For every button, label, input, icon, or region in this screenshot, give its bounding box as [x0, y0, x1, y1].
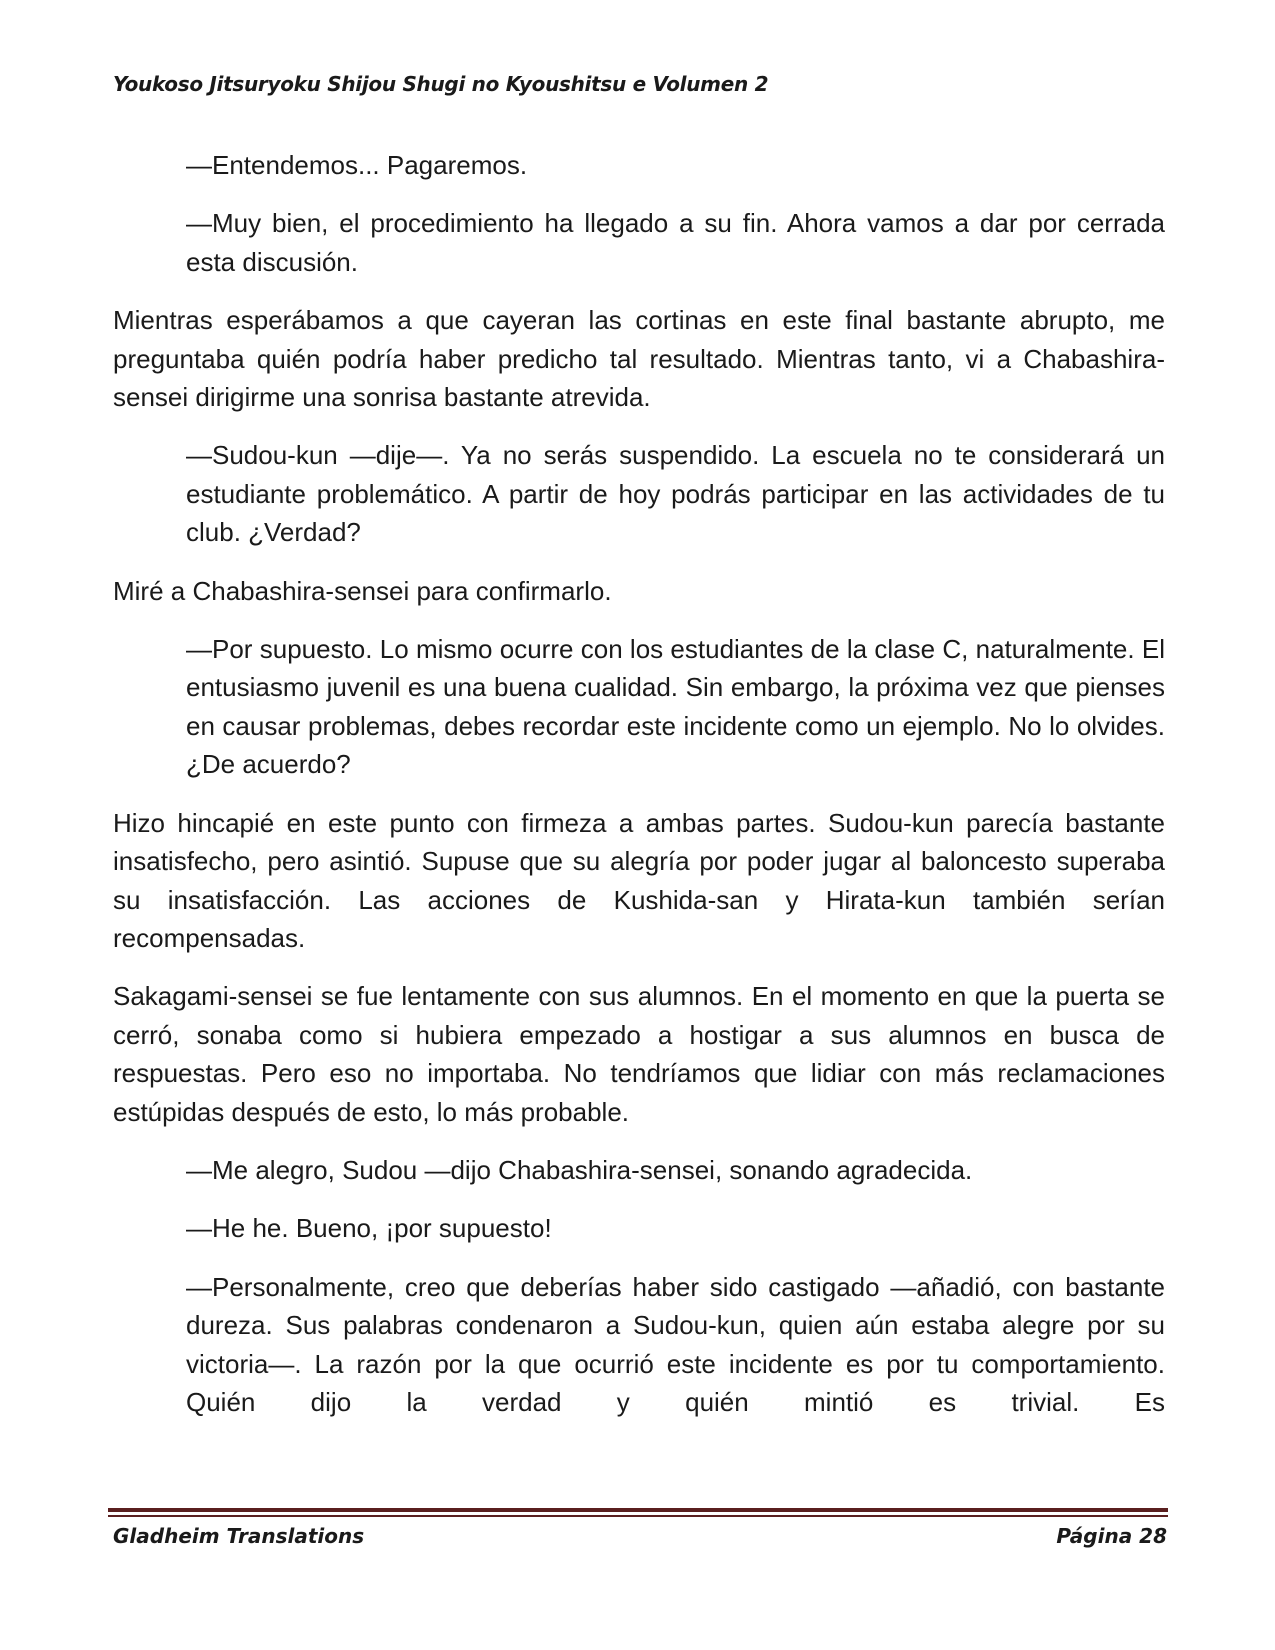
- running-header-title: Youkoso Jitsuryoku Shijou Shugi no Kyoushitsu e Volumen 2: [113, 72, 769, 96]
- narration-paragraph: Miré a Chabashira-sensei para confirmarlo.: [113, 575, 612, 606]
- narration-paragraph: Mientras esperábamos a que cayeran las cortinas en este final bastante abrupto, me preguntaba quién podría haber predicho tal resultado. Mientras tanto, vi a Chabashira-sensei dirigirme una sonrisa bastante atrevida.: [113, 305, 1165, 413]
- narration-paragraph: Sakagami-sensei se fue lentamente con sus alumnos. En el momento en que la puerta se cerró, sonaba como si hubiera empezado a hostigar a sus alumnos en busca de respuestas. Pero eso no importaba. No tendríamos que lidiar con más reclamaciones estúpidas después de esto, lo más probable.: [113, 981, 1165, 1127]
- dialog-paragraph: —He he. Bueno, ¡por supuesto!: [186, 1213, 552, 1244]
- footer-page-number: Página 28: [1056, 1524, 1167, 1548]
- page-body: [113, 146, 1165, 1441]
- dialog-paragraph: —Me alegro, Sudou —dijo Chabashira-sensei, sonando agradecida.: [186, 1154, 973, 1185]
- narration-paragraph: Hizo hincapié en este punto con firmeza a ambas partes. Sudou-kun parecía bastante insatisfecho, pero asintió. Supuse que su alegría por poder jugar al baloncesto superaba su insatisfacción. Las acciones de Kushida-san y Hirata-kun también serían recompensadas.: [113, 807, 1165, 953]
- dialog-paragraph: —Entendemos... Pagaremos.: [186, 150, 528, 180]
- dialog-paragraph: —Muy bien, el procedimiento ha llegado a su fin. Ahora vamos a dar por cerrada esta discusión.: [186, 208, 1165, 277]
- dialog-paragraph: —Por supuesto. Lo mismo ocurre con los estudiantes de la clase C, naturalmente. El entusiasmo juvenil es una buena cualidad. Sin embargo, la próxima vez que pienses en causar problemas, debes recordar este incidente como un ejemplo. No lo olvides. ¿De acuerdo?: [186, 634, 1165, 780]
- dialog-paragraph: —Sudou-kun —dije—. Ya no serás suspendido. La escuela no te considerará un estudiante problemático. A partir de hoy podrás participar en las actividades de tu club. ¿Verdad?: [186, 440, 1165, 548]
- footer-divider-thin: [108, 1515, 1168, 1517]
- footer-publisher: Gladheim Translations: [113, 1524, 365, 1548]
- footer-divider-thick: [108, 1508, 1168, 1512]
- dialog-paragraph: —Personalmente, creo que deberías haber sido castigado —añadió, con bastante dureza. Sus palabras condenaron a Sudou-kun, quien aún estaba alegre por su victoria—. La razón por la que ocurrió este incidente es por tu comportamiento. Quién dijo la verdad y quién mintió es trivial. Es: [186, 1271, 1165, 1417]
